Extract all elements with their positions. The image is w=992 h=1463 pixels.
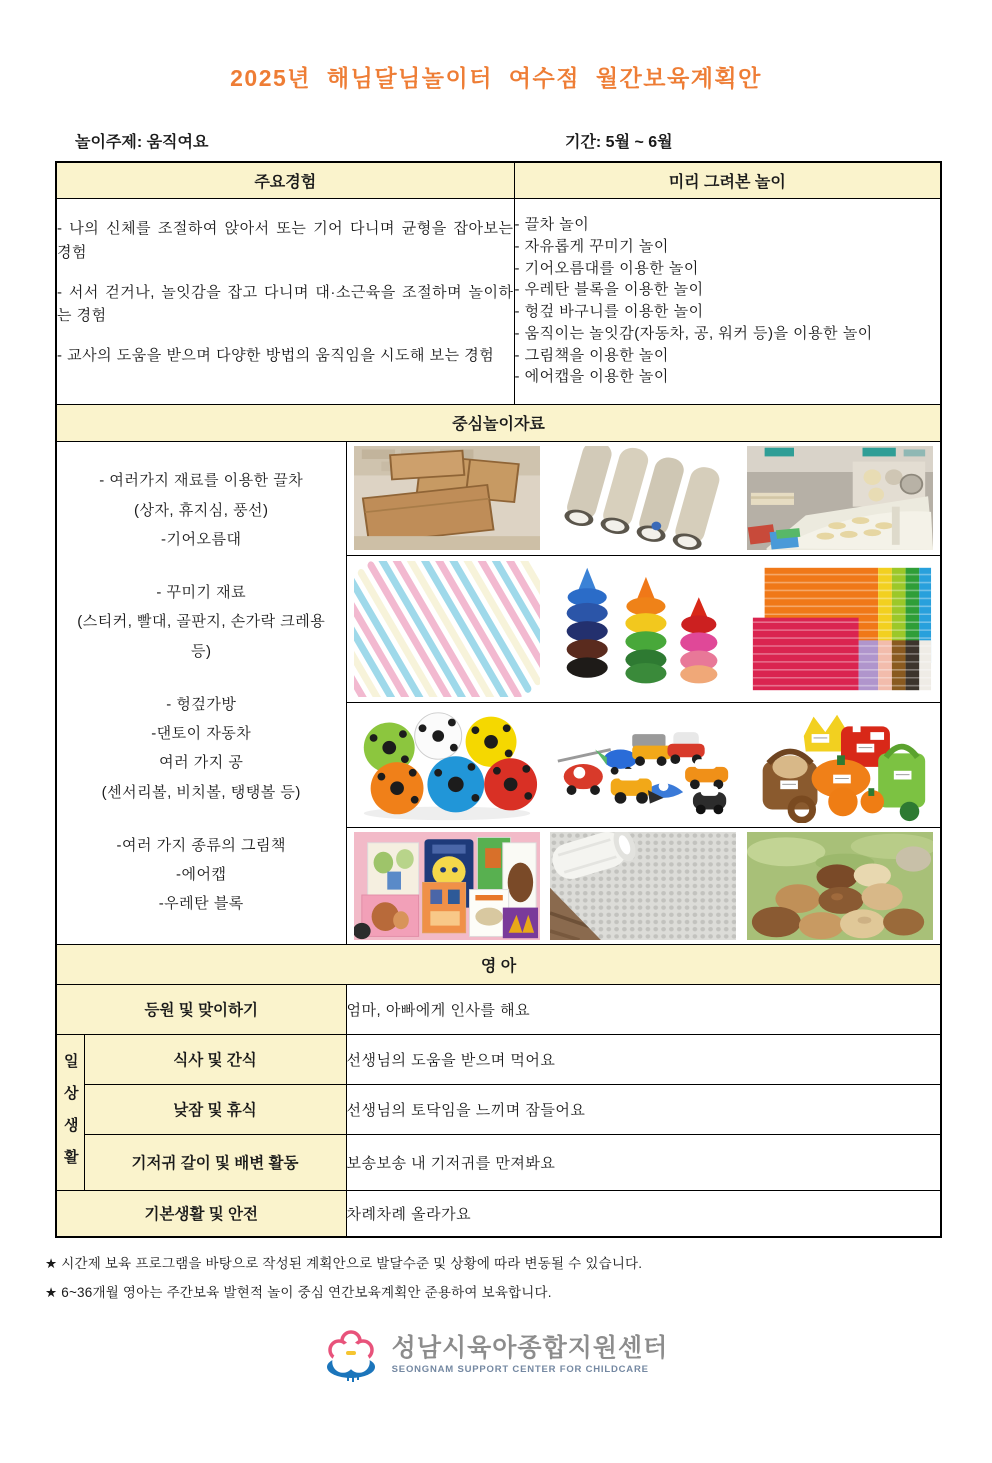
finger-crayons-illustration (550, 561, 736, 697)
materials-header-cell: 중심놀이자료 (56, 404, 941, 441)
photo-felt-toys (747, 707, 933, 823)
preview-play-item: - 자유롭게 꾸미기 놀이 (514, 237, 669, 255)
photo-picture-books (354, 832, 540, 940)
materials-line: -우레탄 블록 (158, 895, 244, 913)
footer-notes (45, 1252, 992, 1301)
diaper-value-cell: 보송보송 내 기저귀를 만져봐요 (346, 1134, 941, 1190)
preview-play-item: - 움직이는 놀잇감(자동차, 공, 워커 등)을 이용한 놀이 (514, 324, 873, 342)
experience-item: - 교사의 도움을 받으며 다양한 방법의 움직임을 시도해 보는 경험 (57, 347, 495, 365)
basic-life-label-cell: 기본생활 및 안전 (56, 1190, 346, 1237)
logo-text (391, 1333, 669, 1375)
material-photo-row-2 (346, 555, 941, 702)
picture-books-illustration (354, 832, 540, 940)
soccer-balls-illustration (354, 707, 540, 823)
materials-group-pullcart (65, 466, 338, 554)
nap-label-cell: 낮잠 및 휴식 (84, 1084, 346, 1134)
material-photo-row-4 (346, 827, 941, 944)
experience-list-cell (56, 198, 514, 404)
materials-line: - 여러가지 재료를 이용한 끌차 (99, 472, 304, 490)
paper-tubes-illustration (550, 446, 736, 550)
photo-soccer-balls (354, 707, 540, 823)
center-logo (0, 1327, 992, 1383)
photo-urethane-blocks (747, 832, 933, 940)
materials-text-cell (56, 441, 346, 944)
preview-play-item: - 그림책을 이용한 놀이 (514, 346, 669, 364)
flower-logo-icon (324, 1327, 382, 1383)
preview-header-cell: 미리 그려본 놀이 (514, 162, 941, 198)
nap-value-cell: 선생님의 토닥임을 느끼며 잠들어요 (346, 1084, 941, 1134)
arrival-value-cell: 엄마, 아빠에게 인사를 해요 (346, 984, 941, 1034)
materials-line: -댄토이 자동차 (151, 725, 252, 743)
footer-note: ★ 시간제 보육 프로그램을 바탕으로 작성된 계획안으로 발달수준 및 상황에 따라 변동될 수 있습니다. (45, 1256, 643, 1271)
basic-life-value-cell: 차례차례 올라가요 (346, 1190, 941, 1237)
materials-line: -에어캡 (176, 866, 227, 884)
experience-item: - 서서 걷거나, 놀잇감을 잡고 다니며 대·소근육을 조절하며 놀이하는 경험 (57, 283, 514, 325)
period-label: 기간: 5월 ~ 6월 (565, 134, 673, 151)
photo-toy-vehicles (550, 707, 736, 823)
logo-name-korean: 성남시육아종합지원센터 (391, 1333, 669, 1362)
photo-strip (347, 828, 941, 944)
materials-line: - 꾸미기 재료 (156, 584, 247, 602)
crawl-climber-illustration (747, 446, 933, 550)
play-topic-label: 놀이주제: 움직여요 (75, 134, 209, 151)
preview-play-item: - 우레탄 블록을 이용한 놀이 (514, 281, 704, 299)
logo-name-english: SEONGNAM SUPPORT CENTER FOR CHILDCARE (391, 1363, 649, 1375)
materials-groups (57, 443, 346, 943)
preview-play-item: - 끌차 놀이 (514, 216, 590, 233)
materials-line: (스티커, 빨대, 골판지, 손가락 크레용 등) (77, 613, 326, 660)
photo-paper-tubes (550, 446, 736, 550)
daily-life-vertical-label (56, 1034, 84, 1190)
photo-bubble-wrap (550, 832, 736, 940)
photo-straws (354, 561, 540, 697)
preview-play-item: - 에어캡을 이용한 놀이 (514, 368, 669, 386)
subtitle-row (0, 129, 992, 153)
materials-group-books-blocks (65, 831, 338, 919)
cardboard-boxes-illustration (354, 446, 540, 550)
urethane-blocks-illustration (747, 832, 933, 940)
bubble-wrap-illustration (550, 832, 736, 940)
experience-header-cell: 주요경험 (56, 162, 514, 198)
preview-play-list-cell (514, 198, 941, 404)
straws-illustration (354, 561, 540, 697)
photo-strip (347, 442, 941, 554)
materials-line: -기어오름대 (161, 530, 242, 548)
photo-strip (347, 557, 941, 701)
materials-line: - 헝겊가방 (166, 695, 237, 713)
preview-play-item: - 기어오름대를 이용한 놀이 (514, 259, 699, 277)
footer-note: ★ 6~36개월 영아는 주간보육 발현적 놀이 중심 연간보육계획안 준용하여 보육합니다. (45, 1285, 552, 1300)
page-title: 2025년 해님달님놀이터 여수점 월간보육계획안 (230, 65, 762, 91)
material-photo-row-3 (346, 702, 941, 827)
materials-line: (센서리볼, 비치볼, 탱탱볼 등) (101, 783, 301, 801)
daily-life-text: 일상생활 (61, 1053, 79, 1181)
experience-item: - 나의 신체를 조절하여 앉아서 또는 기어 다니며 균형을 잡아보는 경험 (57, 220, 514, 261)
photo-finger-crayons (550, 561, 736, 697)
photo-strip (347, 703, 941, 827)
material-photo-row-1 (346, 441, 941, 555)
materials-line: 여러 가지 공 (159, 754, 244, 772)
meal-label-cell: 식사 및 간식 (84, 1034, 346, 1084)
photo-cardboard-boxes (354, 446, 540, 550)
meal-value-cell: 선생님의 도움을 받으며 먹어요 (346, 1034, 941, 1084)
infant-section-header: 영 아 (56, 944, 941, 984)
monthly-plan-table (55, 161, 942, 1238)
corrugated-paper-illustration (747, 561, 933, 697)
photo-corrugated-paper (747, 561, 933, 697)
materials-group-decoration (65, 578, 338, 666)
felt-toys-illustration (747, 707, 933, 823)
materials-group-fabric-balls (65, 690, 338, 807)
photo-crawl-climber (747, 446, 933, 550)
arrival-label-cell: 등원 및 맞이하기 (56, 984, 346, 1034)
toy-vehicles-illustration (550, 707, 736, 823)
materials-line: (상자, 휴지심, 풍선) (133, 501, 269, 519)
materials-line: -여러 가지 종류의 그림책 (116, 836, 286, 854)
preview-play-item: - 헝겊 바구니를 이용한 놀이 (514, 303, 704, 320)
diaper-label-cell: 기저귀 갈이 및 배변 활동 (84, 1134, 346, 1190)
